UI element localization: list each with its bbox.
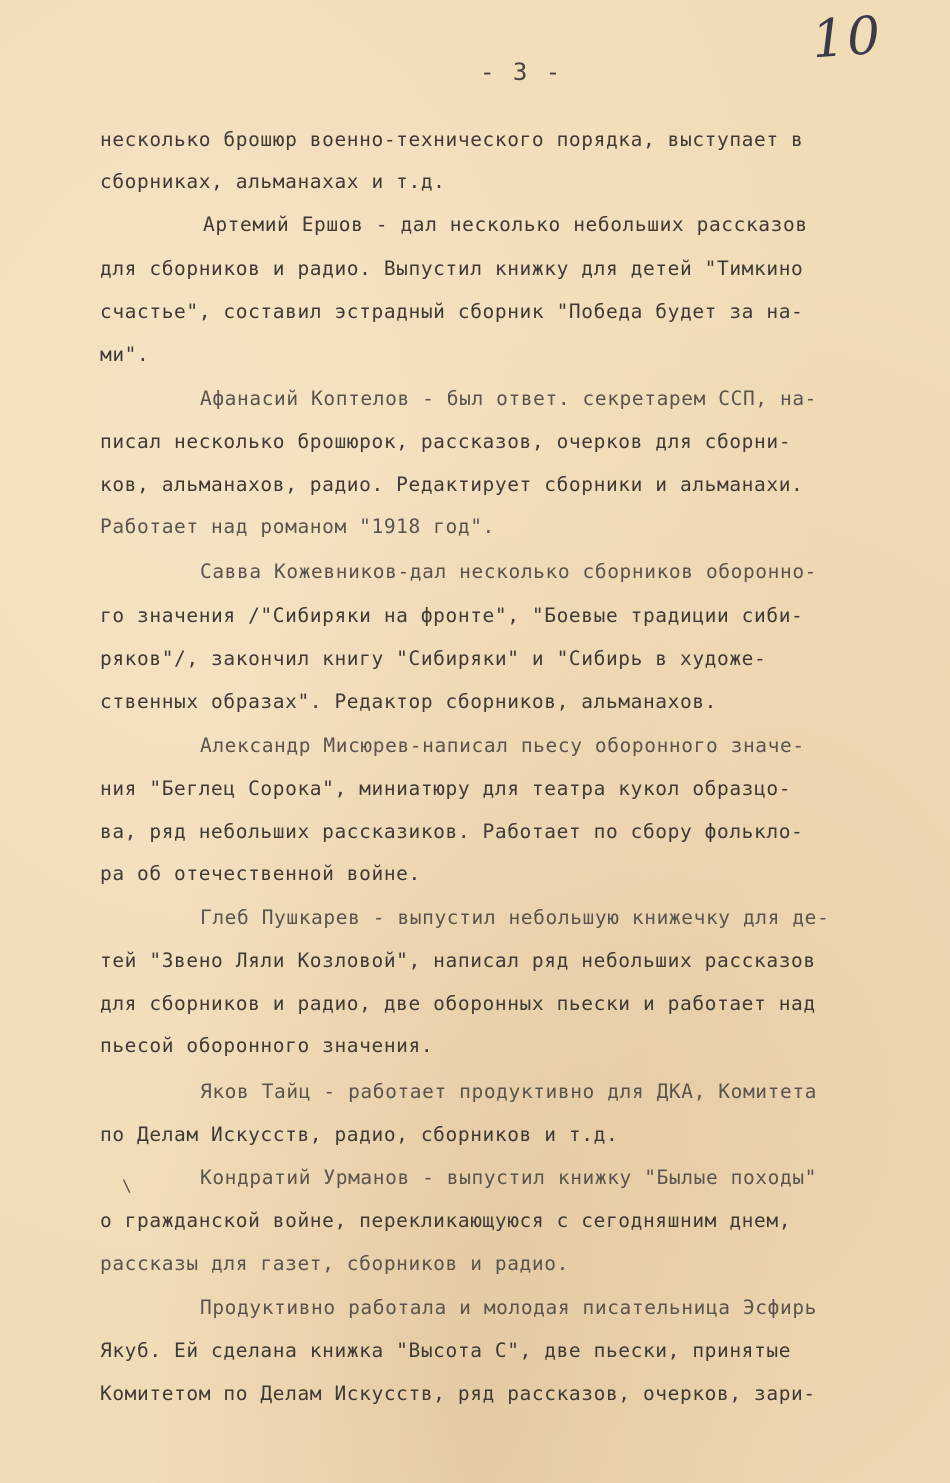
- text-line: ряков"/, закончил книгу "Сибиряки" и "Сибирь в художе-: [100, 647, 767, 670]
- text-line: Александр Мисюрев-написал пьесу оборонного значе-: [200, 734, 805, 757]
- text-line: Глеб Пушкарев - выпустил небольшую книжечку для де-: [200, 906, 830, 929]
- text-line: писал несколько брошюрок, рассказов, очерков для сборни-: [100, 430, 792, 453]
- text-line: Работает над романом "1918 год".: [100, 515, 495, 538]
- text-line: Яков Тайц - работает продуктивно для ДКА, Комитета: [200, 1080, 817, 1103]
- text-line: пьесой оборонного значения.: [100, 1034, 434, 1057]
- text-line: для сборников и радио. Выпустил книжку для детей "Тимкино: [100, 257, 804, 280]
- text-line: ми".: [100, 343, 150, 366]
- text-line: по Делам Искусств, радио, сборников и т.д.: [100, 1123, 619, 1146]
- text-line: несколько брошюр военно-технического порядка, выступает в: [100, 128, 804, 151]
- text-line: Кондратий Урманов - выпустил книжку "Былые походы": [200, 1166, 817, 1189]
- text-line: Продуктивно работала и молодая писательница Эсфирь: [200, 1296, 817, 1319]
- handwritten-page-number: 10: [809, 5, 885, 71]
- text-line: рассказы для газет, сборников и радио.: [100, 1252, 569, 1275]
- text-line: ния "Беглец Сорока", миниатюру для театра кукол образцо-: [100, 777, 792, 800]
- stray-mark: \: [122, 1176, 132, 1195]
- text-line: для сборников и радио, две оборонных пьески и работает над: [100, 992, 816, 1015]
- text-line: Комитетом по Делам Искусств, ряд рассказов, очерков, зари-: [100, 1382, 816, 1405]
- text-line: тей "Звено Ляли Козловой", написал ряд небольших рассказов: [100, 949, 816, 972]
- text-line: ков, альманахов, радио. Редактирует сборники и альманахи.: [100, 473, 804, 496]
- text-line: ра об отечественной войне.: [100, 862, 421, 885]
- text-line: Савва Кожевников-дал несколько сборников оборонно-: [200, 560, 817, 583]
- text-line: ва, ряд небольших рассказиков. Работает по сбору фолькло-: [100, 820, 804, 843]
- text-line: о гражданской войне, перекликающуюся с сегодняшним днем,: [100, 1209, 792, 1232]
- text-line: Афанасий Коптелов - был ответ. секретарем ССП, на-: [200, 387, 817, 410]
- text-line: го значения /"Сибиряки на фронте", "Боевые традиции сиби-: [100, 604, 804, 627]
- text-line: Якуб. Ей сделана книжка "Высота С", две пьески, принятые: [100, 1339, 792, 1362]
- text-line: сборниках, альманахах и т.д.: [100, 170, 446, 193]
- typed-page-number: - 3 -: [480, 58, 563, 86]
- text-line: Артемий Ершов - дал несколько небольших рассказов: [203, 213, 808, 236]
- text-line: ственных образах". Редактор сборников, альманахов.: [100, 690, 717, 713]
- text-line: счастье", составил эстрадный сборник "Победа будет за на-: [100, 300, 804, 323]
